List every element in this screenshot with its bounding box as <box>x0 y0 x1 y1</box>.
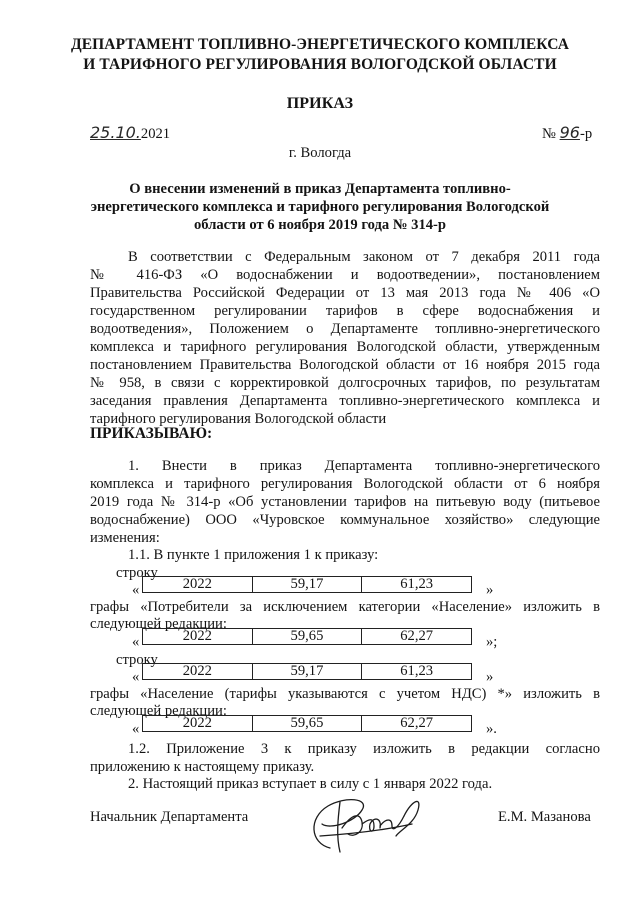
table-cell-value1: 59,17 <box>252 577 362 593</box>
tariff-table-1 <box>142 576 472 593</box>
preamble-line: В соответствии с Федеральным законом от 7 декабря 2011 года <box>128 249 600 265</box>
preamble-line: № 958, в связи с корректировкой долгосрочных тарифов, по результатам <box>90 375 600 391</box>
table-cell-value1: 59,65 <box>252 716 362 732</box>
table-row <box>143 716 472 732</box>
tariff-table-2 <box>142 628 472 645</box>
order-word: ПРИКАЗЫВАЮ: <box>90 425 213 442</box>
preamble-line: постановлением Правительства Вологодской области от 16 ноября 2015 года <box>90 357 600 373</box>
number-handwritten: 96 <box>559 123 580 142</box>
quote-open: « <box>132 582 140 598</box>
preamble-line: № 416-ФЗ «О водоснабжении и водоотведении», постановлением <box>90 267 600 283</box>
table-cell-value2: 62,27 <box>362 716 472 732</box>
item1-line: изменения: <box>90 530 160 546</box>
title-line3: области от 6 ноября 2019 года № 314-р <box>193 217 447 233</box>
item1-1-line: 1.1. В пункте 1 приложения 1 к приказу: <box>128 547 379 563</box>
word-stroku: строку <box>116 565 158 581</box>
signature-position: Начальник Департамента <box>90 809 249 825</box>
preamble-line: водоотведения», Положением о Департаменте топливно-энергетического <box>90 321 600 337</box>
org-name-line1: ДЕПАРТАМЕНТ ТОПЛИВНО-ЭНЕРГЕТИЧЕСКОГО КОМПЛЕКСА <box>70 36 570 53</box>
date-year: 2021 <box>140 126 171 142</box>
item1-line: 2019 года № 314-р «Об установлении тарифов на питьевую воду (питьевое <box>90 494 600 510</box>
item1-line: водоснабжение) ООО «Чуровское коммунальное хозяйство» следующие <box>90 512 600 528</box>
graphs-line-1: графы «Потребители за исключением категории «Население» изложить в <box>90 599 600 615</box>
item1-line: 1. Внести в приказ Департамента топливно-энергетического <box>128 458 600 474</box>
city: г. Вологда <box>288 145 352 161</box>
table-cell-value2: 61,23 <box>362 577 472 593</box>
quote-close: » <box>486 669 494 685</box>
table-row <box>143 664 472 680</box>
preamble-line: государственном регулировании тарифов в сфере водоснабжения и <box>90 303 600 319</box>
number-prefix: № <box>542 126 556 142</box>
quote-open: « <box>132 721 140 737</box>
table-cell-value2: 62,27 <box>362 629 472 645</box>
org-name-line2: И ТАРИФНОГО РЕГУЛИРОВАНИЯ ВОЛОГОДСКОЙ ОБЛАСТИ <box>83 56 557 73</box>
doc-type: ПРИКАЗ <box>286 95 354 112</box>
table-cell-year: 2022 <box>143 716 253 732</box>
new-edition-label: следующей редакции: <box>90 703 227 719</box>
preamble-line: Правительства Российской Федерации от 13 мая 2013 года № 406 «О <box>90 285 600 301</box>
table-cell-year: 2022 <box>143 629 253 645</box>
graphs-line-2: графы «Население (тарифы указываются с учетом НДС) *» изложить в <box>90 686 600 702</box>
tariff-table-3 <box>142 663 472 680</box>
item1-line: комплекса и тарифного регулирования Вологодской области от 6 ноября <box>90 476 600 492</box>
item2-line: 2. Настоящий приказ вступает в силу с 1 января 2022 года. <box>128 776 493 792</box>
item1-2-line1: 1.2. Приложение 3 к приказу изложить в редакции согласно <box>128 741 600 757</box>
quote-open: « <box>132 634 140 650</box>
date-handwritten: 25.10. <box>90 123 141 142</box>
new-edition-label: следующей редакции: <box>90 616 227 632</box>
word-stroku: строку <box>116 652 158 668</box>
preamble-line: комплекса и тарифного регулирования Вологодской области, утвержденным <box>90 339 600 355</box>
tariff-table-4 <box>142 715 472 732</box>
table-cell-value1: 59,65 <box>252 629 362 645</box>
title-line2: энергетического комплекса и тарифного регулирования Вологодской <box>90 199 550 215</box>
signature-name: Е.М. Мазанова <box>498 809 591 825</box>
handwritten-signature <box>300 788 430 860</box>
number-suffix: -р <box>579 126 593 142</box>
title-line1: О внесении изменений в приказ Департамента топливно- <box>129 181 511 197</box>
quote-close-semicolon: »; <box>486 634 498 650</box>
quote-close-period: ». <box>486 721 497 737</box>
quote-open: « <box>132 669 140 685</box>
preamble-line: заседания правления Департамента топливно-энергетического комплекса и <box>90 393 600 409</box>
table-cell-year: 2022 <box>143 664 253 680</box>
table-cell-value2: 61,23 <box>362 664 472 680</box>
table-cell-year: 2022 <box>143 577 253 593</box>
table-row <box>143 629 472 645</box>
table-row <box>143 577 472 593</box>
order-date <box>90 124 170 143</box>
item1-2-line2: приложению к настоящему приказу. <box>90 759 315 775</box>
preamble-line: тарифного регулирования Вологодской области <box>90 411 387 427</box>
quote-close: » <box>486 582 494 598</box>
table-cell-value1: 59,17 <box>252 664 362 680</box>
order-number <box>542 124 592 143</box>
